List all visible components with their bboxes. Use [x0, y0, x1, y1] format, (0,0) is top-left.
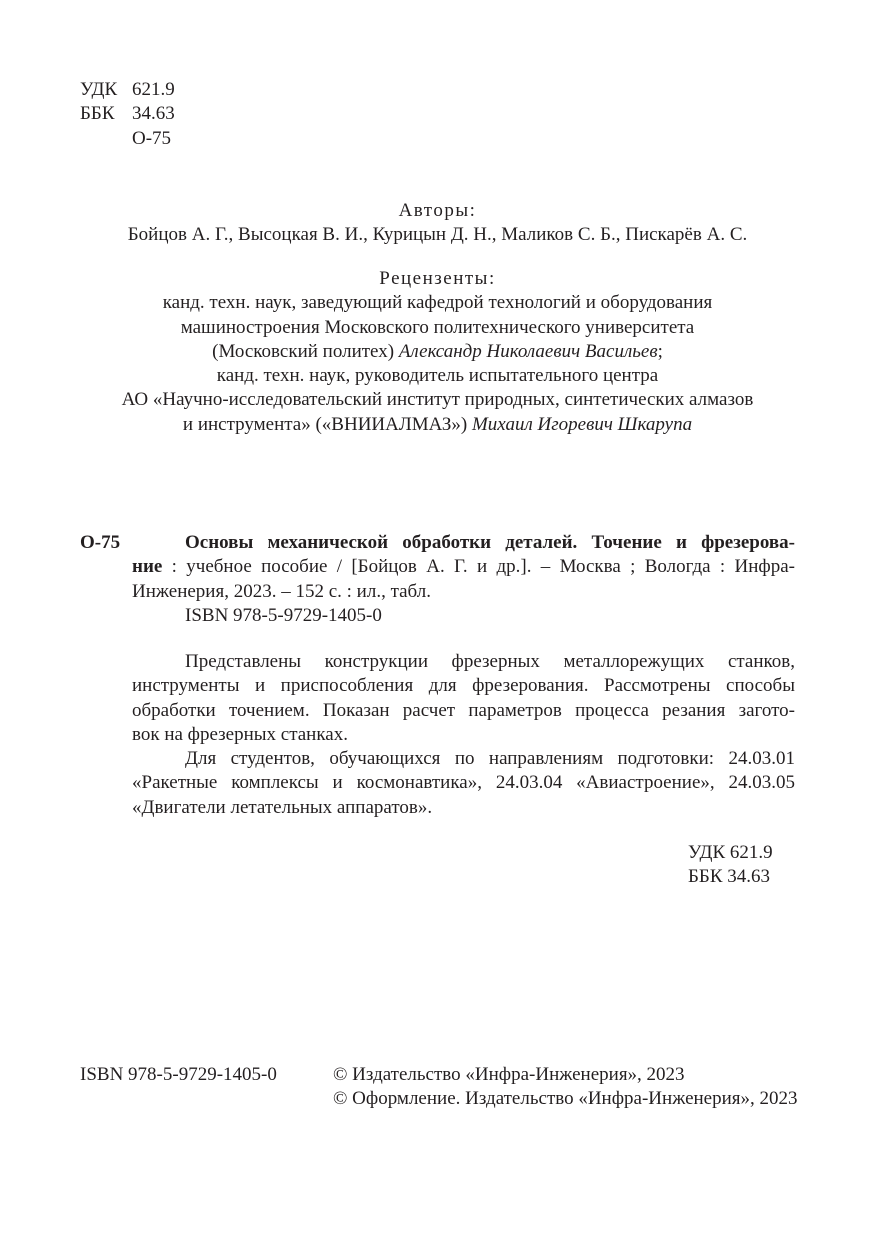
reviewers-block: [80, 267, 795, 437]
udk-label: УДК: [80, 79, 118, 100]
footer-isbn: [80, 1063, 277, 1087]
authors-names: Бойцов А. Г., Высоцкая В. И., Курицын Д. Н., Маликов С. Б., Пискарёв А. С.: [127, 224, 748, 246]
footer-isbn-text: ISBN 978-5-9729-1405-0: [80, 1064, 277, 1085]
bbk-value: 34.63: [132, 103, 175, 125]
copyright-line: © Издательство «Инфра-Инженерия», 2023: [333, 1064, 685, 1085]
bottom-classification: [688, 841, 773, 890]
reviewer-affiliation: (Московский политех): [212, 340, 399, 362]
abstract-block: [132, 650, 795, 820]
footer-copyright: [333, 1063, 798, 1112]
bibliography-title: [132, 531, 795, 555]
reviewer-name: Александр Николаевич Васильев: [398, 340, 658, 362]
reviewer-line: [80, 340, 795, 364]
udk-bottom: УДК 621.9: [688, 842, 773, 863]
abstract-line: «Двигатели летательных аппаратов».: [132, 796, 433, 818]
title-text: ние: [132, 556, 163, 578]
authors-heading: Авторы:: [398, 200, 477, 221]
copyright-line: © Оформление. Издательство «Инфра-Инженерия», 2023: [333, 1088, 798, 1110]
bbk-label: ББК: [80, 103, 115, 125]
separator: ;: [657, 340, 663, 362]
abstract-line: «Ракетные комплексы и космонавтика», 24.03.04 «Авиастроение», 24.03.05: [132, 772, 795, 794]
bibliography-isbn: ISBN 978-5-9729-1405-0: [185, 604, 382, 626]
reviewer-line: машиностроения Московского политехнического университета: [180, 316, 695, 338]
reviewer-line: [80, 413, 795, 437]
bibliography-block: [132, 531, 795, 628]
reviewers-heading: Рецензенты:: [379, 268, 496, 289]
abstract-line: инструменты и приспособления для фрезерования. Рассмотрены способы: [132, 675, 795, 697]
reviewer-affiliation: и инструмента» («ВНИИАЛМАЗ»): [182, 413, 472, 435]
reviewer-line: канд. техн. наук, руководитель испытательного центра: [216, 365, 659, 387]
abstract-line: Для студентов, обучающихся по направлениям подготовки: 24.03.01: [185, 748, 795, 770]
bbk-bottom: ББК 34.63: [688, 866, 770, 888]
abstract-line: Представлены конструкции фрезерных металлорежущих станков,: [185, 651, 795, 672]
udk-value: 621.9: [132, 79, 175, 100]
bibliography-mark-wrap: [80, 531, 120, 555]
bibliography-mark: О-75: [80, 532, 121, 553]
abstract-line: обработки точением. Показан расчет параметров процесса резания загото-: [132, 699, 795, 721]
bibliography-details: : учебное пособие / [Бойцов А. Г. и др.]. – Москва ; Вологда : Инфра-: [162, 556, 795, 578]
udk-line: [80, 78, 175, 102]
bbk-line: [80, 102, 175, 126]
authors-block: [80, 199, 795, 248]
reviewer-line: канд. техн. наук, заведующий кафедрой технологий и оборудования: [162, 292, 713, 314]
abstract-line: вок на фрезерных станках.: [132, 723, 348, 745]
bibliography-line: [132, 555, 795, 579]
reviewer-name: Михаил Игоревич Шкарупа: [471, 413, 693, 435]
author-mark: О-75: [132, 127, 172, 149]
bibliography-line: Инженерия, 2023. – 152 с. : ил., табл.: [132, 580, 431, 602]
reviewer-line: АО «Научно-исследовательский институт природных, синтетических алмазов: [121, 389, 754, 411]
classification-block: [80, 78, 175, 151]
title-text: Основы механической обработки деталей. Точение и фрезерова-: [185, 532, 795, 553]
